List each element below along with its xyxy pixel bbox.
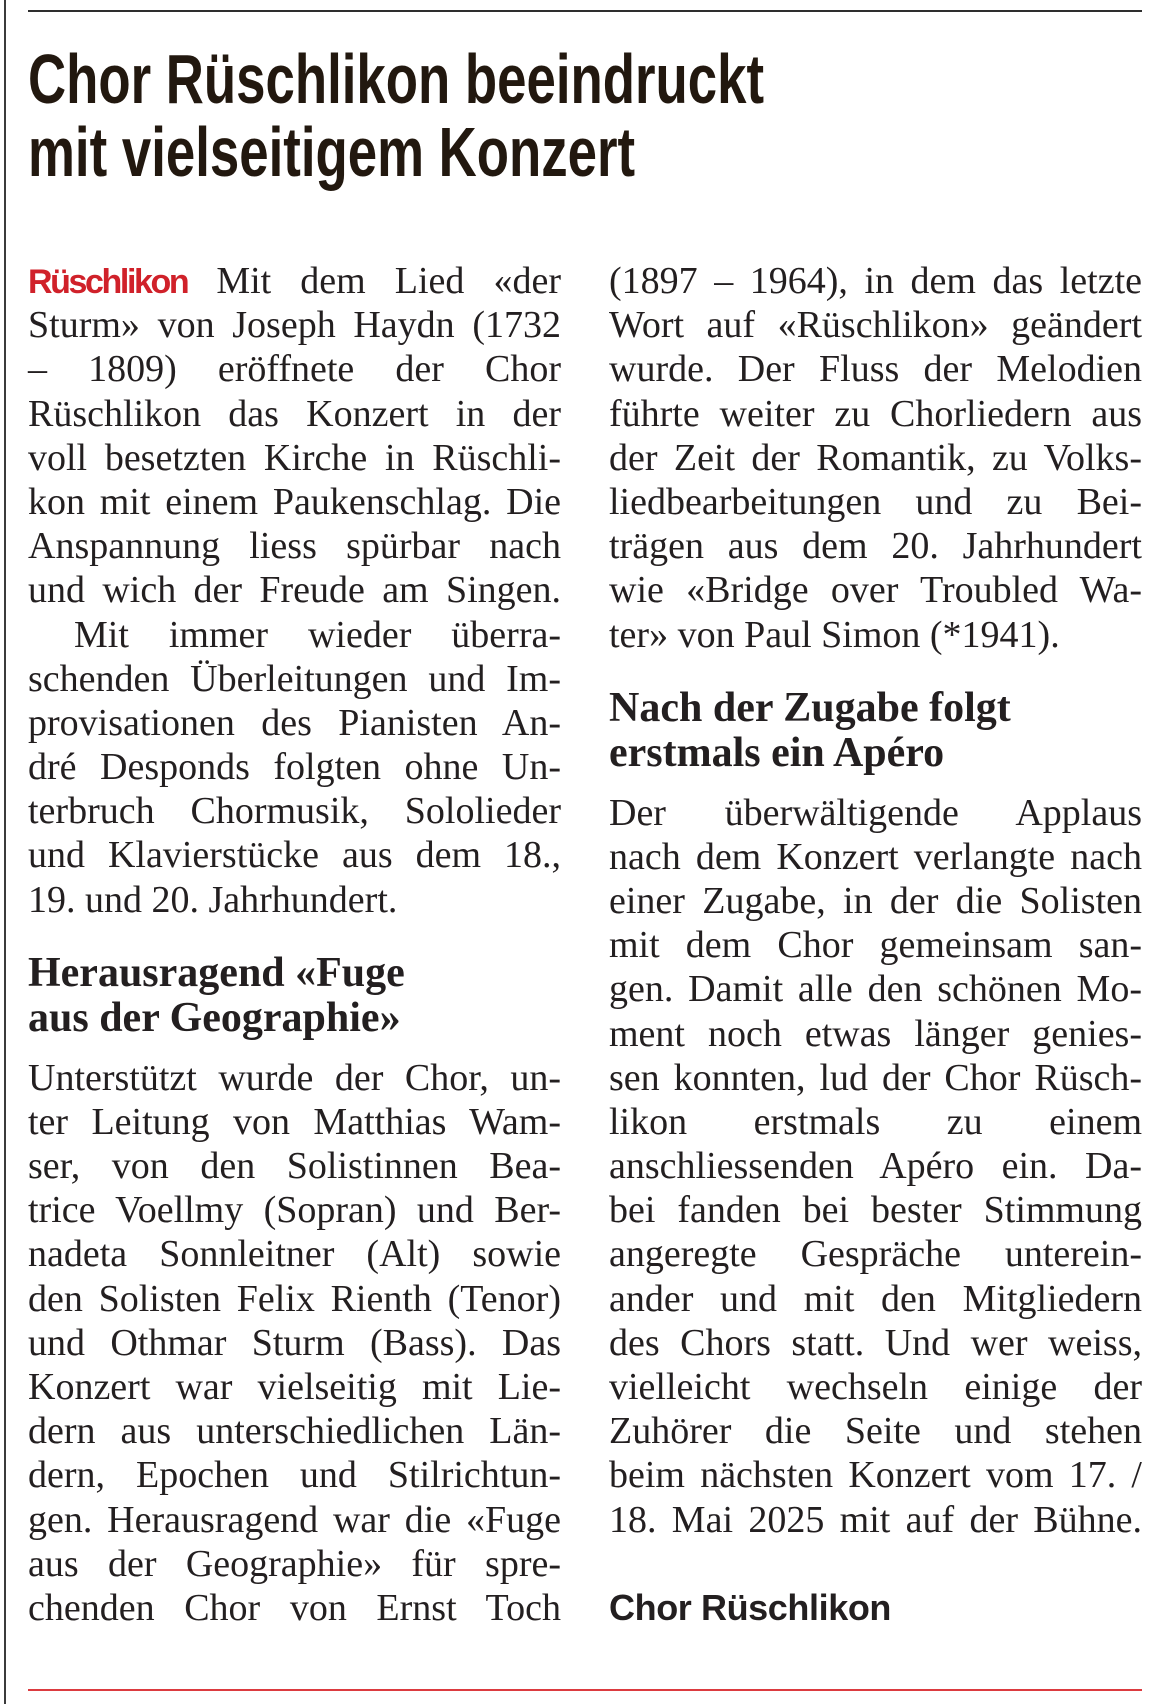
- headline: [28, 40, 1128, 191]
- body-line: likon erstmals zu einem: [609, 1100, 1142, 1143]
- page-edge-line: [4, 0, 6, 1704]
- top-rule: [28, 10, 1142, 12]
- headline-line-2: [28, 113, 1128, 191]
- body-line: ter» von Paul Simon (*1941).: [609, 613, 1060, 656]
- body-line: einer Zugabe, in der die Solisten: [609, 879, 1142, 922]
- body-line: ment noch etwas länger genies-: [609, 1012, 1142, 1055]
- body-line: Wort auf «Rüschlikon» geändert: [609, 304, 1142, 347]
- body-line: wurde. Der Fluss der Melodien: [609, 348, 1142, 391]
- left-column: [28, 259, 561, 1630]
- body-line: [28, 259, 561, 303]
- body-line: 18. Mai 2025 mit auf der Bühne.: [609, 1498, 1142, 1541]
- subhead-line: Herausragend «Fuge: [28, 950, 405, 997]
- body-line: wie «Bridge over Troubled Wa-: [609, 569, 1142, 612]
- body-line: der Zeit der Romantik, zu Volks-: [609, 436, 1142, 479]
- body-line: ander und mit den Mitgliedern: [609, 1277, 1142, 1320]
- body-line: Sturm» von Joseph Haydn (1732: [28, 304, 561, 347]
- body-line: Mit immer wieder überra-: [74, 613, 561, 656]
- right-column: [609, 259, 1142, 1630]
- body-line: vielleicht wechseln einige der: [609, 1366, 1142, 1409]
- body-line: dern aus unterschiedlichen Län-: [28, 1410, 561, 1453]
- headline-text: Chor Rüschlikon beeindruckt: [28, 40, 765, 118]
- body-line: Der überwältigende Applaus: [609, 791, 1142, 834]
- subhead-zugabe: [609, 686, 1142, 775]
- body-line: Unterstützt wurde der Chor, un-: [28, 1056, 561, 1099]
- subhead-line: erstmals ein Apéro: [609, 729, 945, 776]
- body-line: nadeta Sonnleitner (Alt) sowie: [28, 1233, 561, 1276]
- body-line: und wich der Freude am Singen.: [28, 569, 561, 612]
- body-line: – 1809) eröffnete der Chor: [28, 348, 561, 391]
- dateline: Rüschlikon: [28, 263, 188, 301]
- paragraph-3-continued: [609, 259, 1142, 657]
- body-line: provisationen des Pianisten An-: [28, 701, 561, 744]
- body-line: den Solisten Felix Rienth (Tenor): [28, 1277, 561, 1320]
- paragraph-2: [28, 613, 561, 922]
- body-line: Konzert war vielseitig mit Lie-: [28, 1366, 561, 1409]
- body-line: Zuhörer die Seite und stehen: [609, 1410, 1142, 1453]
- body-line: chenden Chor von Ernst Toch: [28, 1586, 561, 1629]
- body-line: des Chors statt. Und wer weiss,: [609, 1321, 1142, 1364]
- subhead-line: aus der Geographie»: [28, 994, 401, 1041]
- body-line: trice Voellmy (Sopran) und Ber-: [28, 1189, 561, 1232]
- paragraph-4: [609, 791, 1142, 1542]
- bottom-rule: [28, 1689, 1142, 1691]
- body-line: sen konnten, lud der Chor Rüsch-: [609, 1056, 1142, 1099]
- body-line: aus der Geographie» für spre-: [28, 1542, 561, 1585]
- headline-line-1: [28, 40, 1128, 118]
- body-line: dern, Epochen und Stilrichtun-: [28, 1454, 561, 1497]
- body-line: Anspannung liess spürbar nach: [28, 525, 561, 568]
- body-line: gen. Damit alle den schönen Mo-: [609, 968, 1142, 1011]
- subhead-line: Nach der Zugabe folgt: [609, 685, 1011, 732]
- body-line: und Klavierstücke aus dem 18.,: [28, 834, 561, 877]
- body-line: Rüschlikon das Konzert in der: [28, 392, 561, 435]
- body-line: trägen aus dem 20. Jahrhundert: [609, 525, 1142, 568]
- body-line: bei fanden bei bester Stimmung: [609, 1189, 1142, 1232]
- body-line: liedbearbeitungen und zu Bei-: [609, 480, 1142, 523]
- paragraph-intro: [28, 259, 561, 613]
- body-line: voll besetzten Kirche in Rüschli-: [28, 436, 561, 479]
- body-line: 19. und 20. Jahrhundert.: [28, 878, 398, 921]
- headline-text: mit vielseitigem Konzert: [28, 113, 636, 191]
- body-line: dré Desponds folgten ohne Un-: [28, 746, 561, 789]
- body-line: angeregte Gespräche unterein-: [609, 1233, 1142, 1276]
- body-line: führte weiter zu Chorliedern aus: [609, 392, 1142, 435]
- body-line: kon mit einem Paukenschlag. Die: [28, 480, 561, 523]
- paragraph-3: [28, 1056, 561, 1630]
- body-line: und Othmar Sturm (Bass). Das: [28, 1321, 561, 1364]
- body-line: (1897 – 1964), in dem das letzte: [609, 260, 1142, 302]
- body-line: anschliessenden Apéro ein. Da-: [609, 1145, 1142, 1188]
- body-line: nach dem Konzert verlangte nach: [609, 835, 1142, 878]
- body-line: ser, von den Solistinnen Bea-: [28, 1145, 561, 1188]
- body-line: beim nächsten Konzert vom 17. /: [609, 1454, 1142, 1497]
- body-line: schenden Überleitungen und Im-: [28, 657, 561, 700]
- author-signature: Chor Rüschlikon: [609, 1586, 892, 1628]
- body-line-text: Mit dem Lied «der: [216, 260, 562, 302]
- body-line: ter Leitung von Matthias Wam-: [28, 1100, 561, 1143]
- subhead-fuge: [28, 951, 561, 1040]
- body-line: mit dem Chor gemeinsam san-: [609, 924, 1142, 967]
- body-line: terbruch Chormusik, Sololieder: [28, 790, 561, 833]
- body-line: gen. Herausragend war die «Fuge: [28, 1498, 561, 1541]
